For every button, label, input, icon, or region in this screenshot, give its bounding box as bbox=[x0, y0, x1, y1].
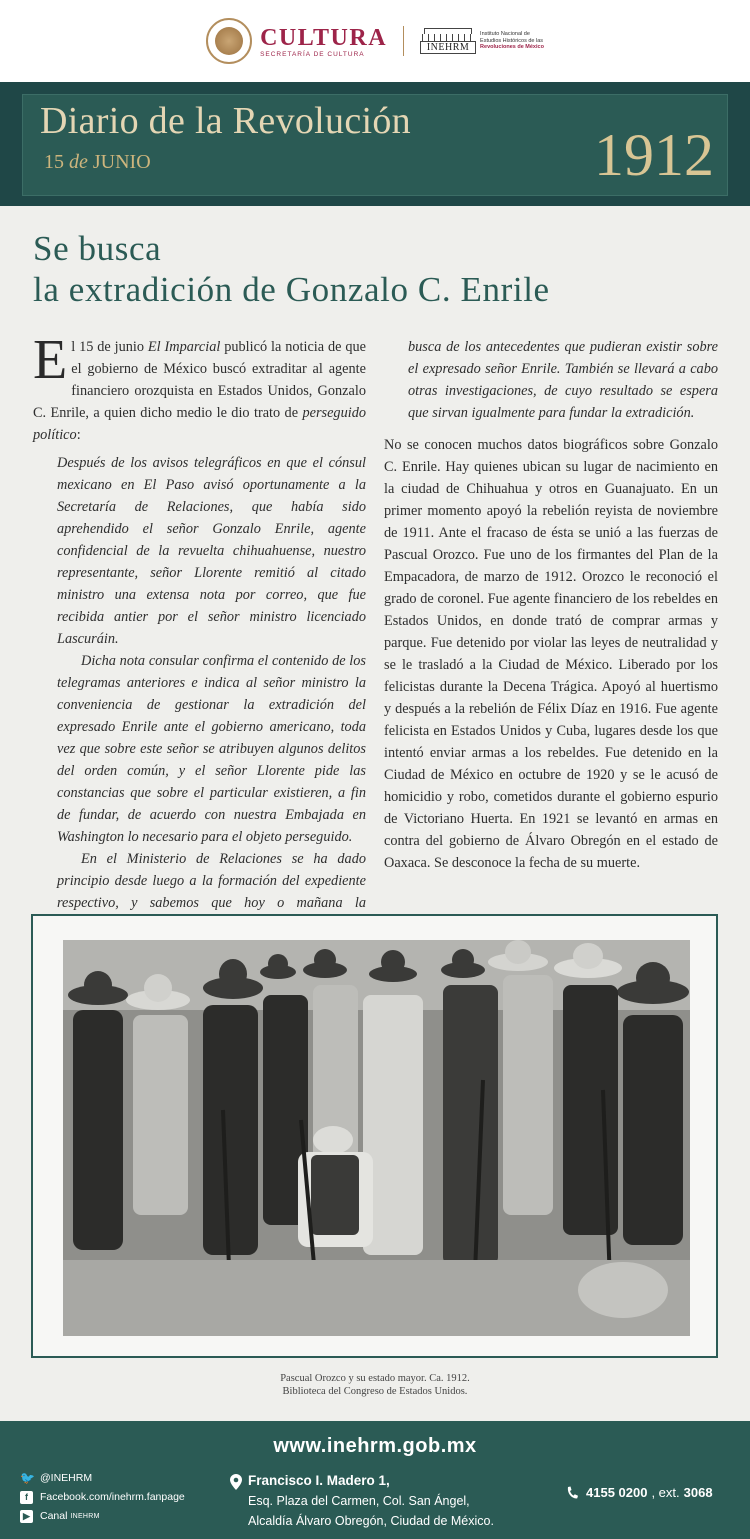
eagle-seal-icon bbox=[206, 18, 252, 64]
historical-photo[interactable] bbox=[63, 940, 690, 1336]
phone-icon bbox=[566, 1486, 578, 1500]
website-link[interactable]: www.inehrm.gob.mx bbox=[273, 1435, 477, 1457]
inehrm-building-icon: INEHRM bbox=[420, 28, 476, 54]
social-links bbox=[20, 1469, 185, 1526]
phone-contact[interactable]: 4155 0200 , ext. 3068 bbox=[566, 1485, 713, 1500]
issue-date: 15 de JUNIO bbox=[44, 151, 151, 173]
cultura-subtitle: SECRETARÍA DE CULTURA bbox=[260, 50, 365, 58]
youtube-icon: ▶ bbox=[20, 1510, 33, 1523]
postal-address: Francisco I. Madero 1, Esq. Plaza del Carmen, Col. San Ángel, Alcaldía Álvaro Obregón, Ciudad de México. bbox=[248, 1471, 494, 1531]
twitter-icon: 🐦 bbox=[20, 1471, 35, 1485]
series-title: Diario de la Revolución bbox=[40, 100, 411, 142]
footer bbox=[0, 1421, 750, 1539]
location-pin-icon bbox=[230, 1474, 242, 1490]
group-photo-illustration bbox=[63, 940, 690, 1336]
intro-paragraph: El 15 de junio El Imparcial publicó la noticia de que el gobierno de México buscó extraditar al agente financiero orozquista en Estados Unidos, Gonzalo C. Enrile, a quien dicho medio le dio trato de perseguido político: bbox=[33, 329, 367, 443]
inehrm-fullname: Instituto Nacional de Estudios Históricos de las Revoluciones de México bbox=[480, 31, 544, 51]
quote-paragraph: Después de los avisos telegráficos en que el cónsul mexicano en El Paso avisó oportunamente a la Secretaría de Relaciones, que había sido aprehendido el señor Gonzalo Enrile, agente confidencial de la revuelta chihuahuense, nuestro representante, señor Llorente remitió al citado ministro una extensa nota por correo, que fue recibida antier por el señor ministro licenciado Lascuráin. bbox=[57, 455, 366, 647]
twitter-link[interactable]: 🐦 @INEHRM bbox=[20, 1471, 93, 1485]
issue-year: 1912 bbox=[594, 122, 714, 188]
drop-cap: E bbox=[33, 329, 68, 391]
block-quote bbox=[33, 452, 366, 958]
inehrm-logo[interactable] bbox=[420, 28, 544, 54]
cultura-wordmark: CULTURA bbox=[260, 24, 388, 51]
quote-paragraph: Dicha nota consular confirma el contenido de los telegramas anteriores e indica al señor ministro la conveniencia de gestionar la extradición del expresado Enrile ante el gobierno americano, toda vez que sobre este señor se atribuyen algunos delitos del orden común, y el señor Llorente pide las constancias que sobre el particular existieren, a fin de fundar, de acuerdo con nuestra Embajada en Washington lo necesario para el objeto perseguido. bbox=[57, 653, 366, 845]
article-column-left bbox=[33, 329, 367, 958]
logo-bar bbox=[0, 0, 750, 82]
facebook-link[interactable]: f Facebook.com/inehrm.fanpage bbox=[20, 1488, 185, 1507]
logo-divider bbox=[403, 26, 404, 56]
article-column-right bbox=[384, 336, 718, 874]
block-quote-continued bbox=[384, 336, 718, 424]
biography-paragraph: No se conocen muchos datos biográficos sobre Gonzalo C. Enrile. Hay quienes ubican su lugar de nacimiento en la ciudad de Chihuahua y otros en Guanajuato. En un primer momento apoyó la rebelión reyista de noviembre de 1911. Ante el fracaso de ésta se unió a las fuerzas de Pascual Orozco. Fue uno de los firmantes del Plan de la Empacadora, de marzo de 1912. Orozco le reconoció el grado de coronel. Fue agente financiero de los rebeldes en Estados Unidos, en donde trató de comprar armas y parque. Fue detenido por violar las leyes de neutralidad y se le trasladó a la Ciudad de México. Liberado por los felicistas durante la Decena Trágica. Apoyó al huertismo y después a la rebelión de Félix Díaz en 1916. Fue agente felicista en Estados Unidos y Cuba, lugares desde los que intentó enviar armas a los rebeldes. Fue detenido en la Ciudad de México en octubre de 1920 y se le acusó de homicidio y robo, cometidos durante el gobierno espurio de Victoriano Huerta. En 1921 se levantó en armas en contra del gobierno de Álvaro Obregón en el estado de Oaxaca. Se desconoce la fecha de su muerte. bbox=[384, 437, 718, 871]
quote-paragraph: busca de los antecedentes que pudieran existir sobre el expresado señor Enrile. También se llevará a cabo otras investigaciones, de cuyo resultado se espera que sirvan igualmente para fundar la extradición. bbox=[408, 339, 718, 421]
cultura-logo[interactable] bbox=[260, 25, 387, 58]
article-headline: Se busca la extradición de Gonzalo C. Enrile bbox=[33, 229, 550, 309]
facebook-icon: f bbox=[20, 1491, 33, 1504]
youtube-link[interactable]: ▶ Canal INEHRM bbox=[20, 1507, 185, 1526]
photo-caption: Pascual Orozco y su estado mayor. Ca. 1912. Biblioteca del Congreso de Estados Unidos. bbox=[280, 1373, 470, 1397]
photo-frame bbox=[31, 914, 718, 1358]
quote-paragraph: En el Ministerio de Relaciones se ha dado principio desde luego a la formación del expediente respectivo, y sabemos que hoy o mañana la bbox=[57, 851, 366, 911]
